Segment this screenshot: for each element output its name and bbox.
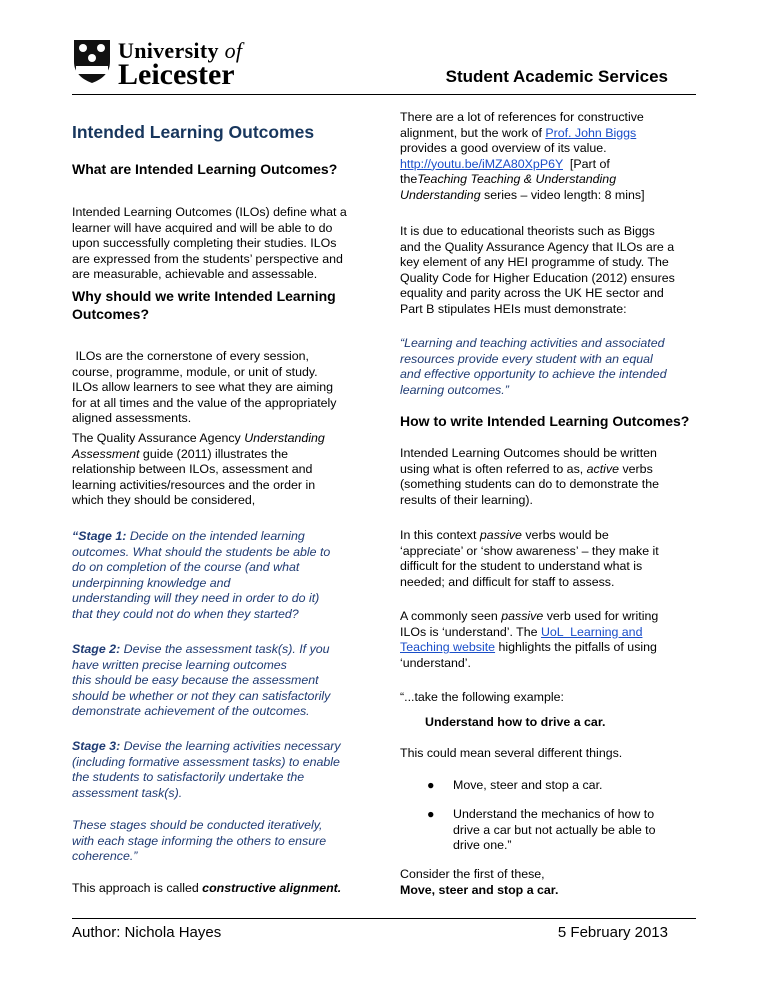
heading-what: What are Intended Learning Outcomes? [72, 161, 338, 177]
paragraph-passive: In this context passive verbs would be ‘appreciate’ or ‘show awareness’ – they make it difficult for the student to understand what is needed; and difficult for staff to assess. [400, 528, 659, 589]
footer-rule [72, 918, 696, 919]
paragraph-what: Intended Learning Outcomes (ILOs) define what a learner will have acquired and will be able to do upon successfully completing their studies. ILOs are expressed from the students’ perspective and are measurable, achievable and assessable. [72, 205, 347, 282]
footer-date: 5 February 2013 [557, 924, 668, 941]
learning-teaching-link[interactable]: UoL Learning and [540, 624, 643, 639]
stage-2: Stage 2: Devise the assessment task(s). If you have written precise learning outcomes this should be easy because the assessment should be whether or not they can satisfactorily demonstrate achievement of the outcomes. [72, 642, 331, 719]
department-title: Student Academic Services [445, 67, 668, 86]
quality-code-quote: “Learning and teaching activities and associated resources provide every student with an equal and effective opportunity to achieve the intended learning outcomes.” [400, 336, 667, 397]
list-item: ● Move, steer and stop a car. [427, 778, 603, 792]
biggs-link[interactable]: Prof. John Biggs [545, 125, 637, 140]
page-title: Intended Learning Outcomes [72, 122, 315, 142]
heading-how: How to write Intended Learning Outcomes? [400, 413, 690, 429]
consider-text: Consider the first of these, Move, steer and stop a car. [400, 867, 559, 897]
bullet-icon: ● [427, 778, 435, 792]
stages-iterative: These stages should be conducted iteratively, with each stage informing the others to ensure coherence.” [72, 818, 327, 864]
logo-line2: Leicester [118, 58, 235, 91]
example-text: Understand how to drive a car. [425, 715, 606, 729]
example-intro: “...take the following example: [400, 690, 564, 704]
list-item: ● Understand the mechanics of how to drive a car but not actually be able to drive one.” [427, 807, 656, 853]
learning-teaching-link-cont[interactable]: Teaching website [400, 640, 496, 655]
paragraph-active: Intended Learning Outcomes should be written using what is often referred to as, active verbs (something students can do to demonstrate the results of their learning). [400, 446, 659, 507]
several-things: This could mean several different things. [400, 746, 623, 760]
youtube-link[interactable]: http://youtu.be/iMZA80XpP6Y [400, 156, 564, 171]
stage-3: Stage 3: Devise the learning activities necessary (including formative assessment tasks) to enable the students to satisfactorily undertake the assessment task(s). [72, 739, 341, 800]
approach-text: This approach is called constructive alignment. [72, 881, 342, 895]
paragraph-common: A commonly seen passive verb used for writing ILOs is ‘understand’. The UoL Learning and Teaching website highlights the pitfalls of using ‘understand’. [400, 609, 659, 670]
header-rule [72, 94, 696, 95]
university-logo [72, 38, 282, 91]
paragraph-why: ILOs are the cornerstone of every session, course, programme, module, or unit of study. ILOs allow learners to see what they are aiming for at all times and the value of the appropriately aligned assessments. [72, 349, 337, 426]
footer-author: Author: Nichola Hayes [72, 924, 222, 941]
paragraph-theorists: It is due to educational theorists such as Biggs and the Quality Assurance Agency that ILOs are a key element of any HEI programme of study. The Quality Code for Higher Education (2012) ensures equality and parity across the UK HE sector and Part B stipulates HEIs must demonstrate: [400, 224, 675, 316]
paragraph-qaa: The Quality Assurance Agency Understanding Assessment guide (2011) illustrates the relationship between ILOs, assessment and learning activities/resources and the order in which they should be considered, [72, 431, 325, 508]
paragraph-references: There are a lot of references for constructive alignment, but the work of Prof. John Biggs provides a good overview of its value. http://youtu.be/iMZA80XpP6Y [Part of theTeaching Teaching & Understanding Understanding series – video length: 8 mins] [400, 110, 645, 202]
stage-1: “Stage 1: Decide on the intended learning outcomes. What should the students be able to do on completion of the course (and what underpinning knowledge and understanding will they need in order to do it) that they could not do when they started? [72, 529, 331, 621]
heading-why: Why should we write Intended Learning Outcomes? [72, 288, 336, 322]
crest-icon [72, 38, 112, 84]
bullet-icon: ● [427, 807, 435, 821]
logo-line1: University of [118, 38, 243, 63]
